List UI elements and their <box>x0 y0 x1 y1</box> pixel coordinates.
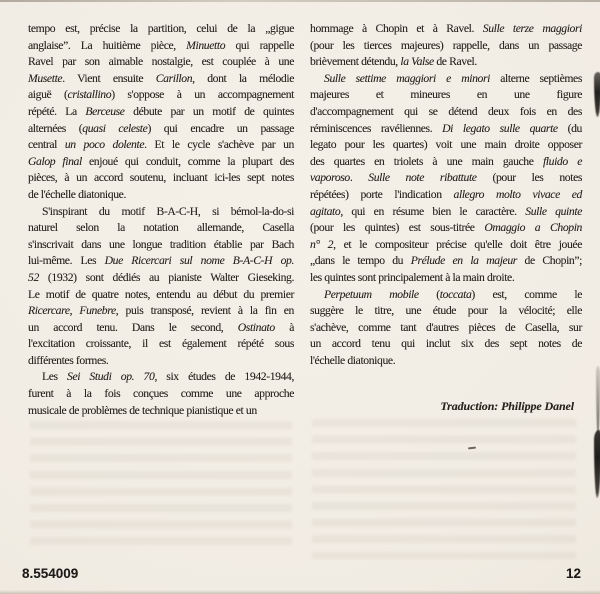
text-line: S'inspirant du motif B-A-C-H, si bémol-la-do-si <box>42 204 294 218</box>
text-line: l'excitation croissante, il est également répété sous <box>28 337 294 351</box>
text-line: Ricercare, Funebre, puis transposé, revient à la fin en <box>28 304 294 318</box>
text-line: d'accompagnement qui se détend deux fois en des <box>310 104 582 118</box>
left-text-column <box>28 21 294 419</box>
paragraph <box>28 21 294 204</box>
right-text-column <box>310 21 582 414</box>
page-number: 12 <box>565 566 581 581</box>
text-line: différentes formes. <box>28 353 109 367</box>
scan-edge-bottom <box>0 590 600 594</box>
scan-speck <box>468 447 476 450</box>
text-line: réminiscences ravéliennes. Di legato sulle quarte (du <box>310 121 582 135</box>
right-column-paragraphs <box>310 21 582 369</box>
text-line: anglaise”. La huitième pièce, Minuetto qui rappelle <box>28 38 295 52</box>
text-line: Musette. Vient ensuite Carillon, dont la mélodie <box>28 71 294 85</box>
text-line: lui-même. Les Due Ricercari sul nome B-A-C-H op. <box>28 254 294 268</box>
bleedthrough-ghost-text-left <box>30 421 292 554</box>
catalog-number: 8.554009 <box>22 566 79 581</box>
text-line: s'achève, comme tant d'autres pièces de Casella, sur <box>310 320 582 334</box>
text-line: vaporoso. Sulle note ribattute (pour les notes <box>310 171 582 185</box>
text-line: un accord tenu. Dans le second, Ostinato à <box>28 320 295 334</box>
text-line: majeures et mineures en une figure <box>310 88 582 102</box>
text-line: (pour les tierces majeures) rappelle, dans un passage <box>310 38 582 52</box>
paragraph <box>310 71 582 287</box>
text-line: Galop final enjoué qui conduit, comme la plupart des <box>28 154 295 168</box>
text-line: de l'échelle diatonique. <box>28 187 126 201</box>
translator-credit: Traduction: Philippe Danel <box>440 399 574 414</box>
text-line: legato pour les quartes) voit une main droite opposer <box>310 138 582 152</box>
text-line: central un poco dolente. Et le cycle s'achève par un <box>28 138 295 152</box>
text-line: musicale de problèmes de technique pianistique et un <box>28 403 257 417</box>
text-line: aiguë (cristallino) s'oppose à un accompagnement <box>28 88 294 102</box>
text-line: Sulle settime maggiori e minori alterne septièmes <box>324 71 582 85</box>
text-line: alternées (quasi celeste) qui encadre un passage <box>28 121 294 135</box>
text-line: un accord tenu qui inclut six des sept notes de <box>310 337 582 351</box>
text-line: brièvement détendu, la Valse de Ravel. <box>310 55 477 69</box>
paragraph <box>310 287 582 370</box>
scan-smudge-upper <box>594 72 600 117</box>
text-line: 52 (1932) sont dédiés au pianiste Walter Gieseking. <box>28 270 294 284</box>
scan-smudge-lower-tail <box>596 366 600 436</box>
scan-edge-top <box>0 0 600 2</box>
text-line: Perpetuum mobile (toccata) est, comme le <box>324 287 582 301</box>
text-line: naturel selon la notation allemande, Casella <box>28 221 294 235</box>
text-line: Le motif de quatre notes, entendu au début du premier <box>28 287 294 301</box>
scan-smudge-lower <box>594 430 600 498</box>
paragraph <box>310 21 582 71</box>
text-line: tempo est, précise la partition, celui de la „gigue <box>28 22 294 35</box>
text-line: hommage à Chopin et à Ravel. Sulle terze maggiori <box>310 22 582 35</box>
text-line: Les Sei Studi op. 70, six études de 1942-1944, <box>42 370 294 384</box>
text-line: les quintes sont principalement à la main droite. <box>310 270 515 284</box>
text-line: des quartes en triolets à une main gauche fluido e <box>310 154 582 168</box>
text-line: suggère le titre, une étude pour la vélocité; elle <box>310 304 582 318</box>
text-line: agitato, qui en résume bien le caractère. Sulle quinte <box>310 204 582 218</box>
text-line: n° 2, et le compositeur précise qu'elle doit être jouée <box>310 237 582 251</box>
text-line: l'échelle diatonique. <box>310 353 396 367</box>
text-line: s'inscrivait dans une longue tradition établie par Bach <box>28 237 294 251</box>
text-line: Ravel par son aimable nostalgie, est couplée à une <box>28 55 294 69</box>
paragraph <box>28 204 294 370</box>
text-line: répétées) porte l'indication allegro molto vivace ed <box>310 187 582 201</box>
text-line: „dans le tempo du Prélude en la majeur de Chopin”; <box>310 254 583 268</box>
paragraph <box>28 369 294 419</box>
bleedthrough-ghost-text-right <box>312 419 576 559</box>
text-line: répété. La Berceuse débute par un motif de quintes <box>28 104 294 118</box>
text-line: (pour les quintes) est sous-titrée Omaggio a Chopin <box>310 221 582 235</box>
text-line: furent à la fois conçues comme une approche <box>28 387 294 401</box>
text-line: pièces, à un accord soutenu, incluant ici-les sept notes <box>28 171 294 185</box>
